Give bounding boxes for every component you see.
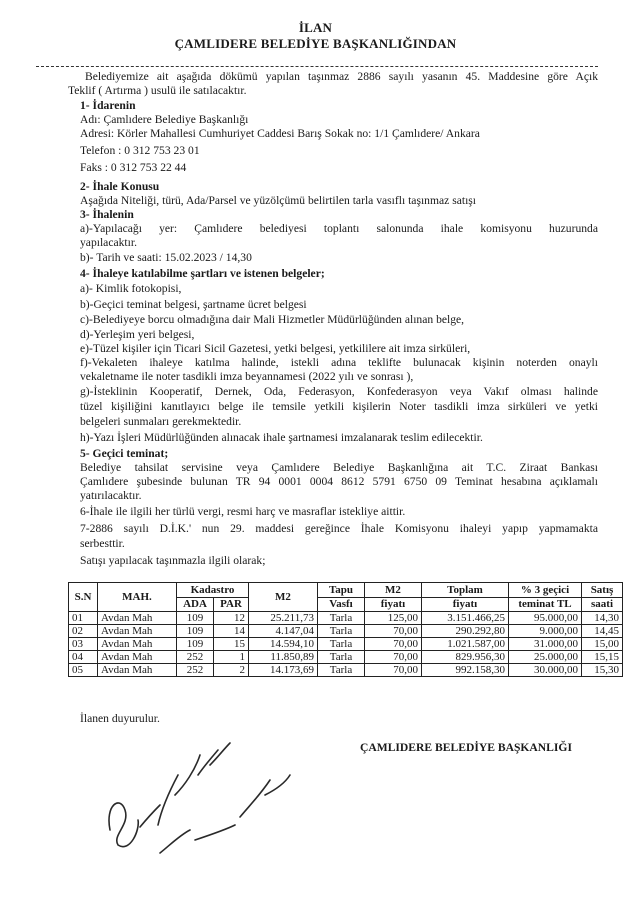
cell-ada: 109 — [177, 625, 214, 638]
ihale-tarih: b)- Tarih ve saati: 15.02.2023 / 14,30 — [80, 251, 252, 264]
cell-par: 15 — [214, 638, 249, 651]
cell-sn: 03 — [69, 638, 98, 651]
table-row — [69, 612, 623, 625]
header-sn: S.N — [69, 583, 98, 612]
cell-vasif: Tarla — [318, 625, 365, 638]
table-row — [69, 664, 623, 677]
idare-faks: Faks : 0 312 753 22 44 — [80, 161, 187, 174]
cell-mah: Avdan Mah — [98, 664, 177, 677]
header-tapu: Tapu — [318, 583, 365, 598]
header-m2-fiyati-1: M2 — [365, 583, 422, 598]
cell-fiyat: 125,00 — [365, 612, 422, 625]
document-subtitle: ÇAMLIDERE BELEDİYE BAŞKANLIĞINDAN — [174, 36, 457, 51]
belge-e: e)-Tüzel kişiler için Ticari Sicil Gazetesi, yetki belgesi, yetkililere ait imza sirküleri, — [80, 342, 471, 355]
cell-saat: 14,45 — [582, 625, 623, 638]
header-satis-2: saati — [582, 597, 623, 612]
announcement-text: İlanen duyurulur. — [80, 712, 160, 725]
cell-par: 2 — [214, 664, 249, 677]
belge-f-line-2: vekaletname ile noter tasdikli imza beyannamesi (2022 yılı ve sonrası ), — [80, 370, 414, 383]
cell-teminat: 95.000,00 — [509, 612, 582, 625]
cell-m2: 14.173,69 — [249, 664, 318, 677]
belge-g-line-3: belgeleri sunmaları gerekmektedir. — [80, 415, 242, 428]
cell-toplam: 992.158,30 — [422, 664, 509, 677]
header-toplam-2: fiyatı — [422, 597, 509, 612]
cell-ada: 252 — [177, 664, 214, 677]
cell-m2: 14.594,10 — [249, 638, 318, 651]
idare-adres: Adresi: Körler Mahallesi Cumhuriyet Caddesi Barış Sokak no: 1/1 Çamlıdere/ Ankara — [80, 127, 480, 140]
cell-vasif: Tarla — [318, 638, 365, 651]
belge-b: b)-Geçici teminat belgesi, şartname ücret belgesi — [80, 298, 307, 311]
table-header-row-1 — [69, 583, 623, 598]
cell-m2: 11.850,89 — [249, 651, 318, 664]
section-7-line-1: 7-2886 sayılı D.İ.K.' nun 29. maddesi gereğince İhale Komisyonu ihaleyi yapıp yapmamakta — [80, 522, 598, 535]
table-row — [69, 651, 623, 664]
belge-a: a)- Kimlik fotokopisi, — [80, 282, 182, 295]
header-kadastro: Kadastro — [177, 583, 249, 598]
section-2-title: 2- İhale Konusu — [80, 180, 160, 193]
cell-ada: 252 — [177, 651, 214, 664]
section-6-text: 6-İhale ile ilgili her türlü vergi, resmi harç ve masraflar istekliye aittir. — [80, 505, 406, 518]
table-row — [69, 625, 623, 638]
cell-par: 12 — [214, 612, 249, 625]
dashed-divider — [36, 66, 598, 67]
cell-mah: Avdan Mah — [98, 625, 177, 638]
header-satis-1: Satış — [582, 583, 623, 598]
belge-g-line-1: g)-İsteklinin Kooperatif, Dernek, Oda, Federasyon, Konfederasyon veya Vakıf olması halinde — [80, 385, 598, 398]
cell-ada: 109 — [177, 612, 214, 625]
cell-fiyat: 70,00 — [365, 651, 422, 664]
cell-fiyat: 70,00 — [365, 625, 422, 638]
belge-g-line-2: tüzel kişiliğini kanıtlayıcı belge ile temsile yetkili kişilerin Noter tasdikli imza sirküleri ve yetki — [80, 400, 598, 413]
cell-fiyat: 70,00 — [365, 638, 422, 651]
header-mah: MAH. — [98, 583, 177, 612]
ihale-yeri-line-1: a)-Yapılacağı yer: Çamlıdere belediyesi toplantı salonunda ihale komisyonu huzurunda — [80, 222, 598, 235]
cell-sn: 05 — [69, 664, 98, 677]
section-4-title: 4- İhaleye katılabilme şartları ve istenen belgeler; — [80, 267, 325, 280]
cell-sn: 01 — [69, 612, 98, 625]
teminat-line-3: yatırılacaktır. — [80, 489, 142, 502]
belge-c: c)-Belediyeye borcu olmadığına dair Mali Hizmetler Müdürlüğünden alınan belge, — [80, 313, 465, 326]
cell-ada: 109 — [177, 638, 214, 651]
cell-teminat: 25.000,00 — [509, 651, 582, 664]
cell-toplam: 3.151.466,25 — [422, 612, 509, 625]
property-table — [68, 582, 623, 677]
cell-mah: Avdan Mah — [98, 612, 177, 625]
handwritten-note — [100, 735, 300, 875]
cell-teminat: 30.000,00 — [509, 664, 582, 677]
intro-line-2: Teklif ( Artırma ) usulü ile satılacaktır. — [68, 84, 247, 97]
cell-toplam: 1.021.587,00 — [422, 638, 509, 651]
cell-saat: 15,30 — [582, 664, 623, 677]
section-3-title: 3- İhalenin — [80, 208, 134, 221]
cell-teminat: 31.000,00 — [509, 638, 582, 651]
cell-toplam: 290.292,80 — [422, 625, 509, 638]
cell-toplam: 829.956,30 — [422, 651, 509, 664]
section-5-title: 5- Geçici teminat; — [80, 447, 169, 460]
header-toplam-1: Toplam — [422, 583, 509, 598]
table-lead-text: Satışı yapılacak taşınmazla ilgili olarak; — [80, 554, 266, 567]
belge-h: h)-Yazı İşleri Müdürlüğünden alınacak ihale şartnamesi imzalanarak teslim edilecektir. — [80, 431, 483, 444]
cell-teminat: 9.000,00 — [509, 625, 582, 638]
cell-saat: 14,30 — [582, 612, 623, 625]
cell-par: 14 — [214, 625, 249, 638]
cell-mah: Avdan Mah — [98, 651, 177, 664]
cell-saat: 15,00 — [582, 638, 623, 651]
section-7-line-2: serbesttir. — [80, 537, 125, 550]
document-title: İLAN — [298, 20, 333, 35]
belge-f-line-1: f)-Vekaleten ihaleye katılma halinde, istekli adına teklifte bulunacak kişinin noterden onaylı — [80, 356, 598, 369]
header-teminat-2: teminat TL — [509, 597, 582, 612]
cell-m2: 25.211,73 — [249, 612, 318, 625]
cell-sn: 04 — [69, 651, 98, 664]
ihale-yeri-line-2: yapılacaktır. — [80, 236, 137, 249]
teminat-line-2: Çamlıdere şubesinde bulunan TR 94 0001 0004 8612 5791 6750 09 Teminat hesabına açıklamalı — [80, 475, 598, 488]
cell-vasif: Tarla — [318, 664, 365, 677]
header-m2-fiyati-2: fiyatı — [365, 597, 422, 612]
cell-vasif: Tarla — [318, 612, 365, 625]
cell-m2: 4.147,04 — [249, 625, 318, 638]
cell-sn: 02 — [69, 625, 98, 638]
cell-par: 1 — [214, 651, 249, 664]
header-vasfi: Vasfı — [318, 597, 365, 612]
header-par: PAR — [214, 597, 249, 612]
idare-telefon: Telefon : 0 312 753 23 01 — [80, 144, 200, 157]
header-m2: M2 — [249, 583, 318, 612]
teminat-line-1: Belediye tahsilat servisine veya Çamlıdere Belediye Başkanlığına ait T.C. Ziraat Bankası — [80, 461, 598, 474]
intro-line-1: Belediyemize ait aşağıda dökümü yapılan taşınmaz 2886 sayılı yasanın 45. Maddesine göre Açık — [85, 70, 598, 83]
section-1-title: 1- İdarenin — [80, 99, 136, 112]
ihale-konusu-text: Aşağıda Niteliği, türü, Ada/Parsel ve yüzölçümü belirtilen tarla vasıflı taşınmaz satışı — [80, 194, 477, 207]
signer-title: ÇAMLIDERE BELEDİYE BAŞKANLIĞI — [360, 741, 572, 754]
header-teminat-1: % 3 geçici — [509, 583, 582, 598]
header-ada: ADA — [177, 597, 214, 612]
idare-adi: Adı: Çamlıdere Belediye Başkanlığı — [80, 113, 249, 126]
cell-mah: Avdan Mah — [98, 638, 177, 651]
table-row — [69, 638, 623, 651]
cell-fiyat: 70,00 — [365, 664, 422, 677]
cell-vasif: Tarla — [318, 651, 365, 664]
belge-d: d)-Yerleşim yeri belgesi, — [80, 328, 195, 341]
cell-saat: 15,15 — [582, 651, 623, 664]
